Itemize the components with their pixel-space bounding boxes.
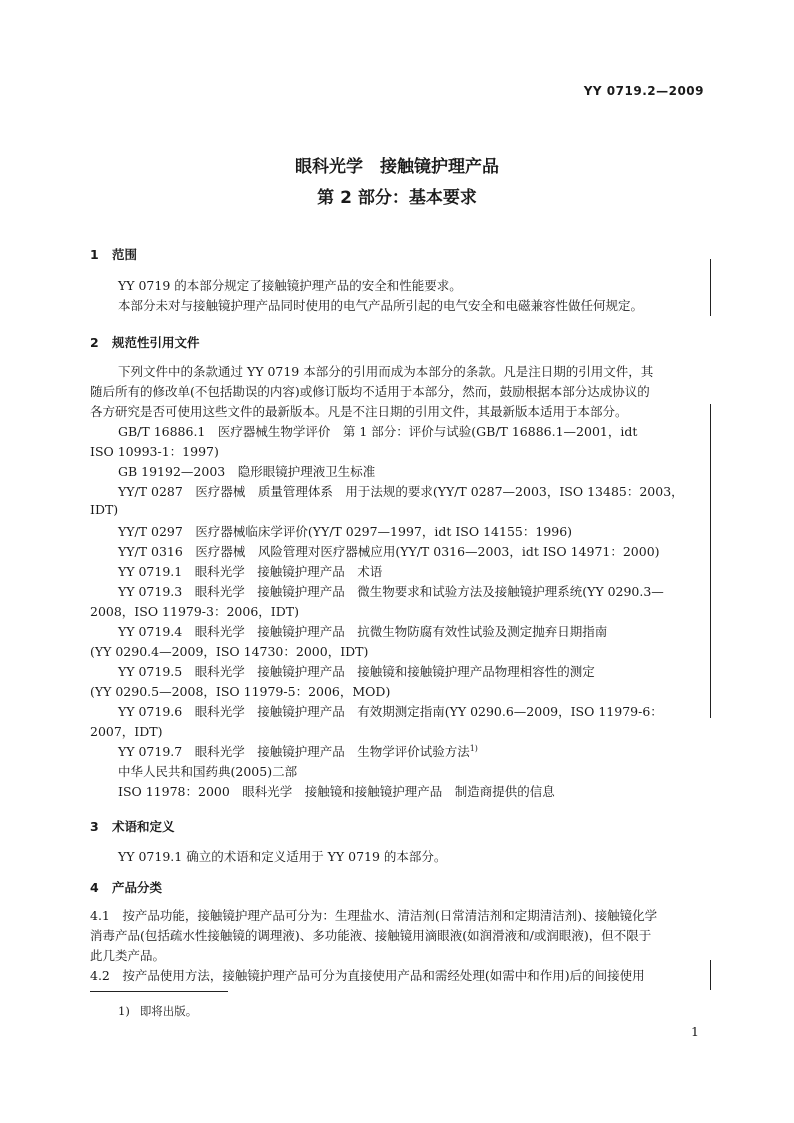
document-title-line1: 眼科光学 接触镜护理产品 <box>295 157 499 177</box>
section-3-heading <box>90 817 175 835</box>
section-2-number: 2 <box>90 335 99 350</box>
footnote <box>118 1003 197 1019</box>
section-2-heading <box>90 333 200 351</box>
section-1-heading <box>90 245 137 263</box>
document-title-line2: 第 2 部分：基本要求 <box>317 188 477 208</box>
reference-line: GB 19192—2003 隐形眼镜护理液卫生标准 <box>118 464 376 479</box>
section-3-number: 3 <box>90 819 99 834</box>
footnote-text: 即将出版。 <box>139 1004 198 1018</box>
section-4-number: 4 <box>90 880 99 895</box>
section-2-intro-line: 随后所有的修改单(不包括勘误的内容)或修订版均不适用于本部分，然而，鼓励根据本部分达成协议的 <box>90 384 650 399</box>
footnote-marker: 1) <box>469 744 478 753</box>
clause-4-1-line: 此几类产品。 <box>90 948 166 963</box>
reference-line: YY/T 0287 医疗器械 质量管理体系 用于法规的要求(YY/T 0287—2003，ISO 13485：2003， <box>118 484 684 499</box>
reference-line: 中华人民共和国药典(2005)二部 <box>118 764 298 779</box>
reference-line: YY/T 0297 医疗器械临床学评价(YY/T 0297—1997，idt ISO 14155：1996) <box>118 524 573 539</box>
revision-bar <box>710 960 711 990</box>
standard-code: YY 0719.2—2009 <box>583 84 704 98</box>
section-2-title: 规范性引用文件 <box>112 335 200 350</box>
reference-line: GB/T 16886.1 医疗器械生物学评价 第 1 部分：评价与试验(GB/T 16886.1—2001，idt <box>118 424 638 439</box>
section-3-paragraph: YY 0719.1 确立的术语和定义适用于 YY 0719 的本部分。 <box>118 849 447 864</box>
reference-line: YY 0719.5 眼科光学 接触镜护理产品 接触镜和接触镜护理产品物理相容性的测定 <box>118 664 595 679</box>
reference-line: (YY 0290.5—2008，ISO 11979-5：2006，MOD) <box>90 684 391 699</box>
reference-line: YY/T 0316 医疗器械 风险管理对医疗器械应用(YY/T 0316—2003，idt ISO 14971：2000) <box>118 544 660 559</box>
clause-4-1-line: 消毒产品(包括疏水性接触镜的调理液)、多功能液、接触镜用滴眼液(如润滑液和/或润眼液)，但不限于 <box>90 928 652 943</box>
reference-line: YY 0719.4 眼科光学 接触镜护理产品 抗微生物防腐有效性试验及测定抛弃日期指南 <box>118 624 608 639</box>
section-1-paragraph-1: YY 0719 的本部分规定了接触镜护理产品的安全和性能要求。 <box>118 278 462 293</box>
reference-line: ISO 11978：2000 眼科光学 接触镜和接触镜护理产品 制造商提供的信息 <box>118 784 555 799</box>
section-1-paragraph-2: 本部分未对与接触镜护理产品同时使用的电气产品所引起的电气安全和电磁兼容性做任何规定。 <box>118 298 644 313</box>
reference-line: IDT) <box>90 502 119 517</box>
reference-line: YY 0719.3 眼科光学 接触镜护理产品 微生物要求和试验方法及接触镜护理系统(YY 0290.3— <box>118 584 664 599</box>
footnote-rule <box>90 991 228 992</box>
revision-bar <box>710 404 711 718</box>
section-1-number: 1 <box>90 247 99 262</box>
page-number: 1 <box>691 1024 699 1039</box>
section-2-intro-line: 下列文件中的条款通过 YY 0719 本部分的引用而成为本部分的条款。凡是注日期的引用文件，其 <box>118 364 654 379</box>
reference-line: ISO 10993-1：1997) <box>90 444 219 459</box>
section-3-title: 术语和定义 <box>112 819 175 834</box>
section-1-title: 范围 <box>112 247 138 262</box>
reference-text: YY 0719.7 眼科光学 接触镜护理产品 生物学评价试验方法 <box>118 744 470 759</box>
reference-line <box>118 742 478 760</box>
section-4-title: 产品分类 <box>112 880 163 895</box>
section-4-heading <box>90 878 162 896</box>
revision-bar <box>710 259 711 316</box>
section-2-intro-line: 各方研究是否可使用这些文件的最新版本。凡是不注日期的引用文件，其最新版本适用于本部分。 <box>90 404 628 419</box>
reference-line: 2008，ISO 11979-3：2006，IDT) <box>90 604 299 619</box>
reference-line: 2007，IDT) <box>90 724 163 739</box>
reference-line: YY 0719.1 眼科光学 接触镜护理产品 术语 <box>118 564 383 579</box>
footnote-mark: 1) <box>118 1004 130 1018</box>
reference-line: YY 0719.6 眼科光学 接触镜护理产品 有效期测定指南(YY 0290.6—2009，ISO 11979-6： <box>118 704 663 719</box>
clause-4-1-line: 4.1 按产品功能，接触镜护理产品可分为：生理盐水、清洁剂(日常清洁剂和定期清洁剂)、接触镜化学 <box>90 908 658 923</box>
reference-line: (YY 0290.4—2009，ISO 14730：2000，IDT) <box>90 644 369 659</box>
clause-4-2-line: 4.2 按产品使用方法，接触镜护理产品可分为直接使用产品和需经处理(如需中和作用)后的间接使用 <box>90 968 645 983</box>
